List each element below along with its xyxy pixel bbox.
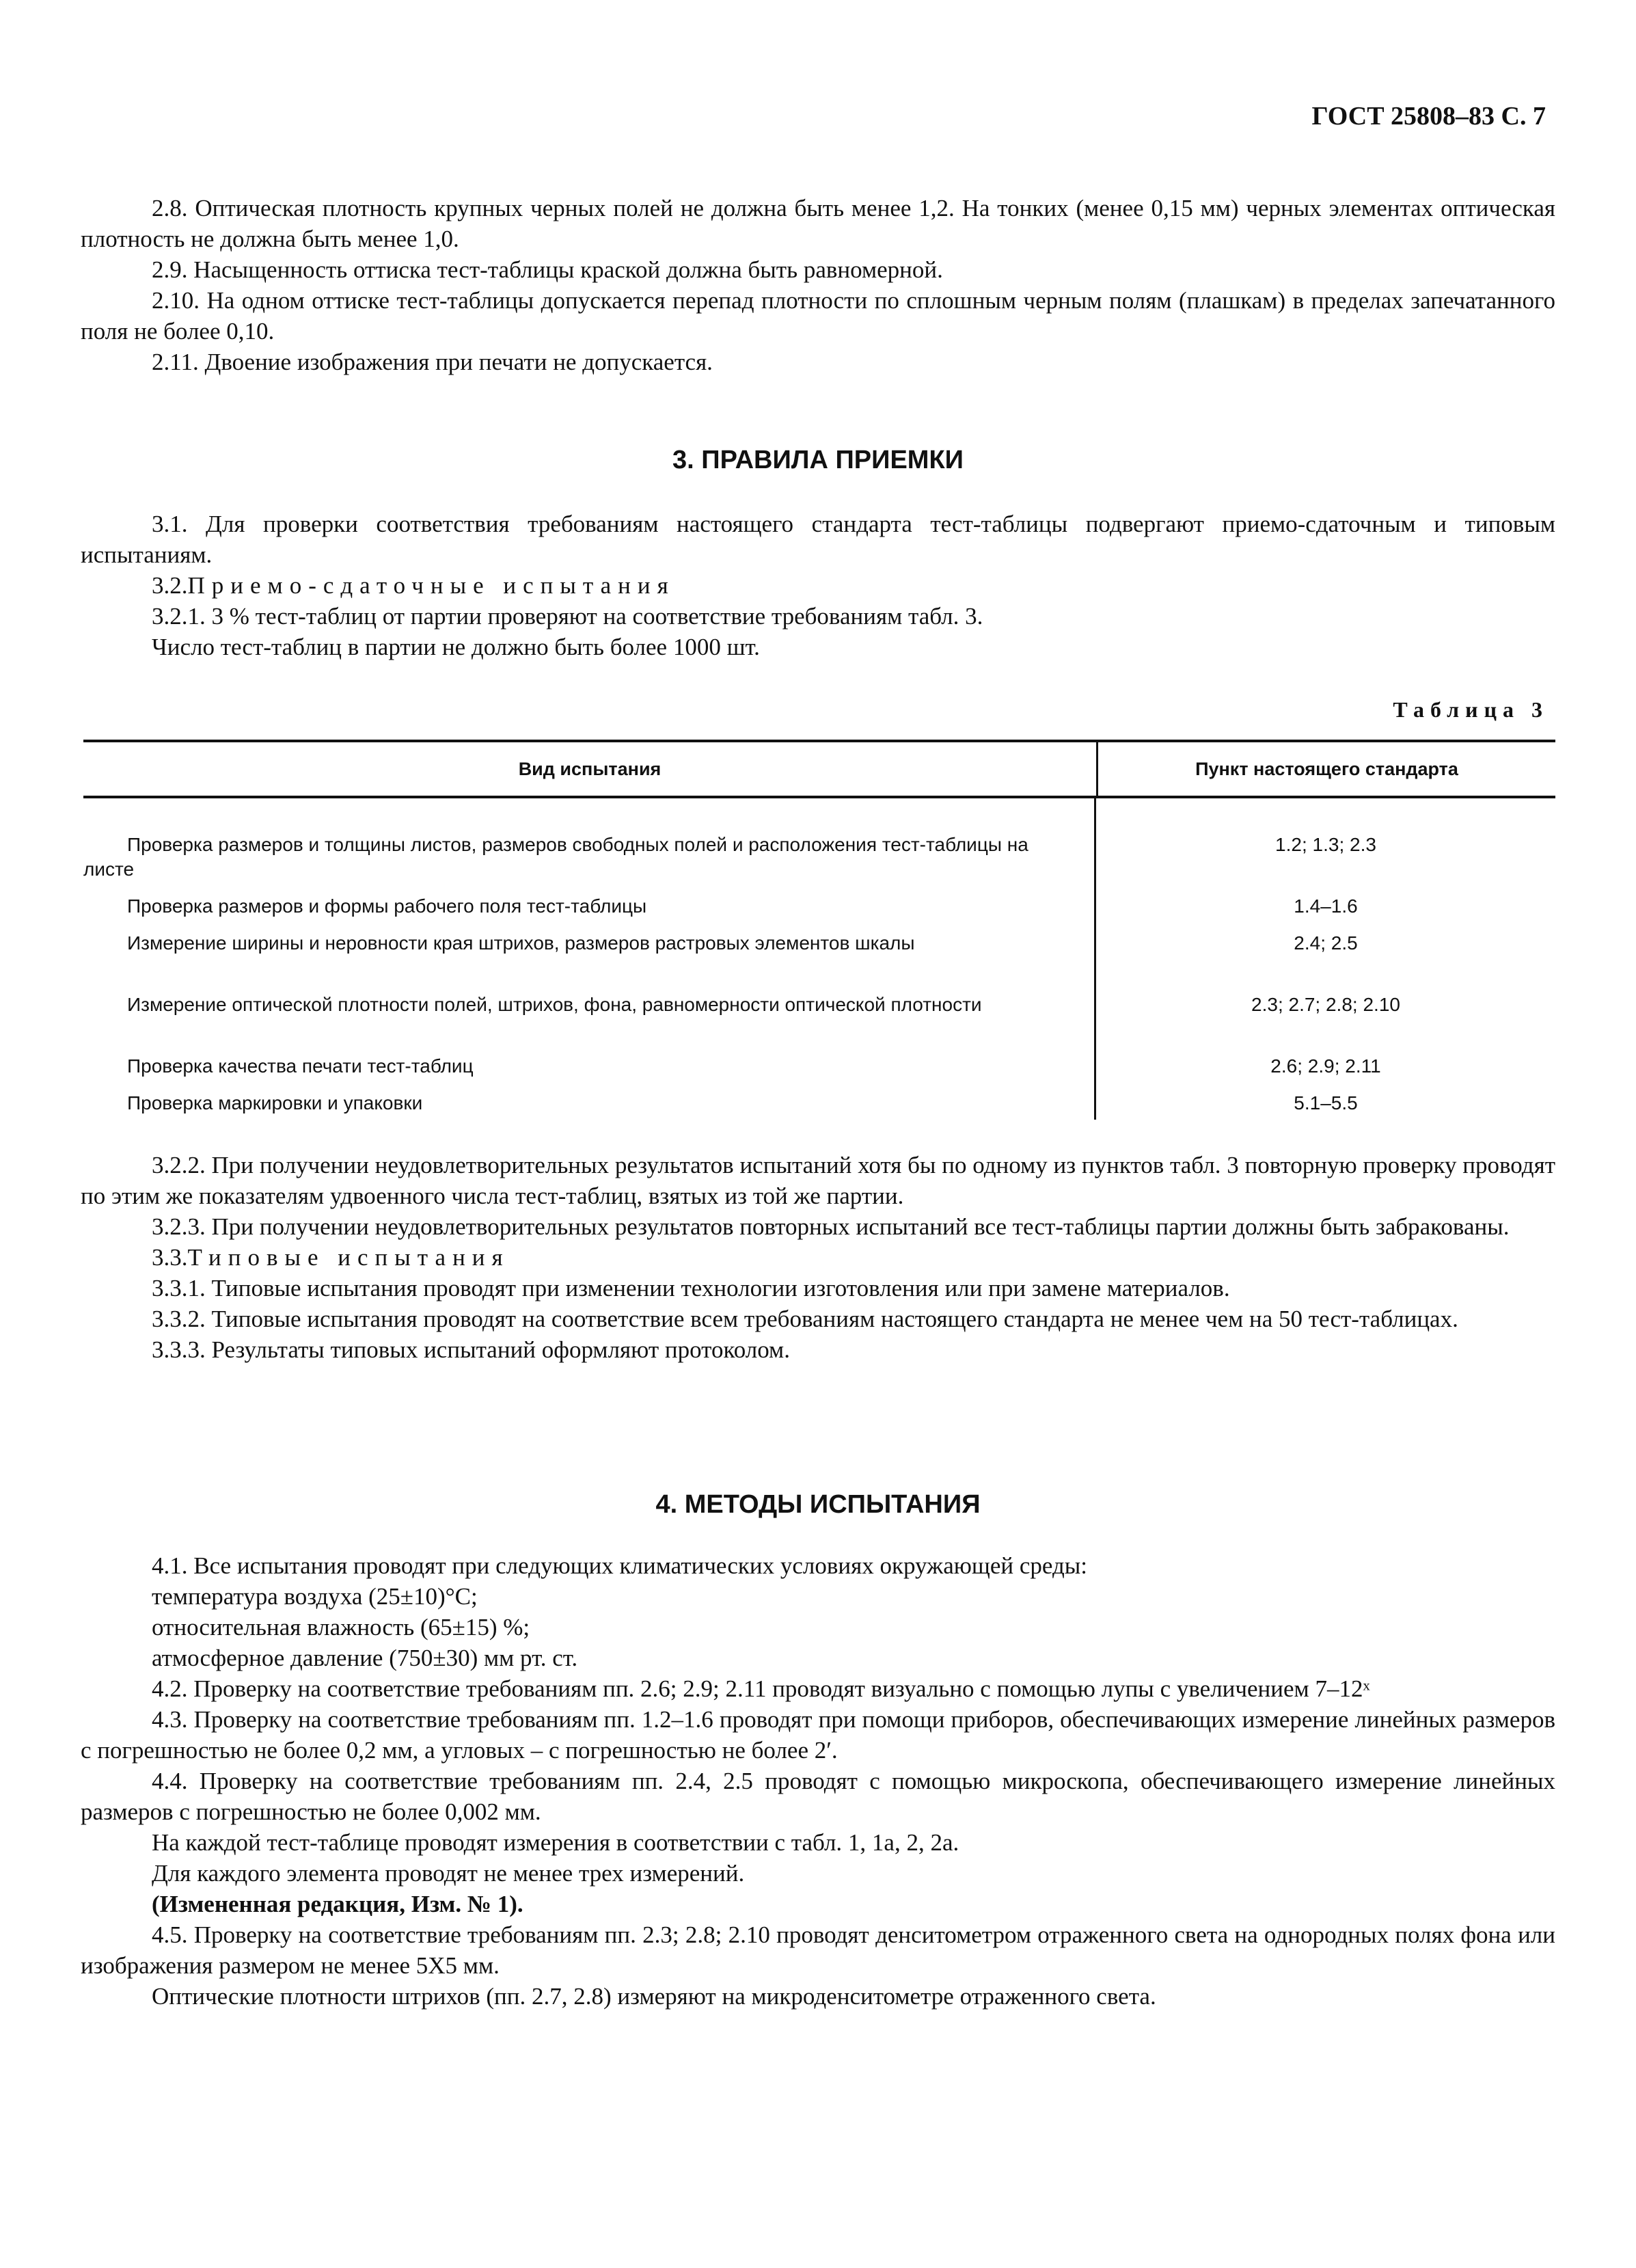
paragraph-4-4: 4.4. Проверку на соответствие требованиям пп. 2.4, 2.5 проводят с помощью микроскопа, обеспечивающего измерение линейных размеров с погрешностью не более 0,002 мм. bbox=[81, 1768, 1555, 1825]
paragraph-2-8: 2.8. Оптическая плотность крупных черных полей не должна быть менее 1,2. На тонких (менее 0,15 мм) черных элементах оптическая плотность не должна быть менее 1,0. bbox=[81, 195, 1555, 252]
section-4-body bbox=[81, 1550, 1555, 2012]
table-row-clause-6: 5.1–5.5 bbox=[1294, 1092, 1358, 1113]
table-header bbox=[83, 742, 1555, 798]
table-row-clause-1: 1.2; 1.3; 2.3 bbox=[1275, 834, 1376, 855]
table-row-test-3: Измерение ширины и неровности края штрихов, размеров растровых элементов шкалы bbox=[127, 932, 915, 954]
table-header-test: Вид испытания bbox=[83, 742, 1098, 796]
table-row-clause-5: 2.6; 2.9; 2.11 bbox=[1270, 1055, 1381, 1077]
table-row-test-2: Проверка размеров и формы рабочего поля тест-таблицы bbox=[127, 895, 647, 917]
paragraph-3-3-1: 3.3.1. Типовые испытания проводят при изменении технологии изготовления или при замене материалов. bbox=[152, 1275, 1230, 1301]
paragraph-3-3 bbox=[81, 1242, 1555, 1273]
table-col-test bbox=[83, 798, 1096, 1120]
paragraph-3-2 bbox=[81, 570, 1555, 601]
paragraph-3-2-number: 3.2. bbox=[152, 572, 188, 599]
paragraph-measurement-count: Для каждого элемента проводят не менее трех измерений. bbox=[152, 1860, 745, 1887]
table-row-test-6: Проверка маркировки и упаковки bbox=[127, 1092, 423, 1113]
paragraph-4-3: 4.3. Проверку на соответствие требованиям пп. 1.2–1.6 проводят при помощи приборов, обеспечивающих измерение линейных размеров с погрешностью не более 0,2 мм, а угловых – с погрешностью не более 2′. bbox=[81, 1706, 1555, 1764]
condition-temperature: температура воздуха (25±10)°С; bbox=[152, 1583, 478, 1610]
section-3-title: 3. ПРАВИЛА ПРИЕМКИ bbox=[672, 446, 964, 474]
paragraph-batch-size: Число тест-таблиц в партии не должно быть более 1000 шт. bbox=[152, 634, 760, 660]
paragraph-3-3-2: 3.3.2. Типовые испытания проводят на соответствие всем требованиям настоящего стандарта не менее чем на 50 тест-таблицах. bbox=[152, 1306, 1458, 1332]
condition-humidity: относительная влажность (65±15) %; bbox=[152, 1614, 530, 1641]
table-header-clause: Пункт настоящего стандарта bbox=[1195, 758, 1458, 779]
table-body bbox=[83, 798, 1555, 1120]
table-3 bbox=[83, 740, 1555, 1120]
table-row-test-5: Проверка качества печати тест-таблиц bbox=[127, 1055, 474, 1077]
table-row-clause-2: 1.4–1.6 bbox=[1294, 895, 1358, 917]
table-caption: Таблица 3 bbox=[1393, 697, 1549, 722]
paragraph-3-1: 3.1. Для проверки соответствия требованиям настоящего стандарта тест-таблицы подвергают приемо-сдаточным и типовым испытаниям. bbox=[81, 511, 1555, 568]
paragraph-3-3-title: Типовые испытания bbox=[187, 1244, 510, 1271]
paragraph-3-2-1: 3.2.1. 3 % тест-таблиц от партии проверяют на соответствие требованиям табл. 3. bbox=[152, 603, 983, 630]
paragraph-3-3-3: 3.3.3. Результаты типовых испытаний оформляют протоколом. bbox=[152, 1336, 790, 1363]
paragraph-2-11: 2.11. Двоение изображения при печати не допускается. bbox=[152, 349, 713, 375]
paragraph-4-2: 4.2. Проверку на соответствие требованиям пп. 2.6; 2.9; 2.11 проводят визуально с помощью лупы с увеличением 7–12ˣ bbox=[152, 1675, 1370, 1702]
after-table-body bbox=[81, 1150, 1555, 1365]
paragraph-3-2-2: 3.2.2. При получении неудовлетворительных результатов испытаний хотя бы по одному из пунктов табл. 3 повторную проверку проводят по этим же показателям удвоенного числа тест-таблиц, взятых из той же партии. bbox=[81, 1152, 1555, 1209]
table-row-clause-4: 2.3; 2.7; 2.8; 2.10 bbox=[1251, 994, 1400, 1015]
table-col-clause bbox=[1096, 798, 1555, 1120]
section-4-title: 4. МЕТОДЫ ИСПЫТАНИЯ bbox=[655, 1490, 981, 1519]
page-header: ГОСТ 25808–83 С. 7 bbox=[1311, 102, 1546, 131]
paragraph-3-2-title: Приемо-сдаточные испытания bbox=[187, 572, 675, 599]
condition-pressure: атмосферное давление (750±30) мм рт. ст. bbox=[152, 1645, 578, 1671]
section-3-body bbox=[81, 509, 1555, 662]
paragraph-line-density: Оптические плотности штрихов (пп. 2.7, 2.8) измеряют на микроденситометре отраженного света. bbox=[152, 1983, 1156, 2010]
table-row-test-1: Проверка размеров и толщины листов, размеров свободных полей и расположения тест-таблицы на листе bbox=[83, 834, 1028, 880]
table-row-test-4: Измерение оптической плотности полей, штрихов, фона, равномерности оптической плотности bbox=[127, 994, 982, 1015]
table-row-clause-3: 2.4; 2.5 bbox=[1294, 932, 1358, 954]
paragraph-4-5: 4.5. Проверку на соответствие требованиям пп. 2.3; 2.8; 2.10 проводят денситометром отраженного света на однородных полях фона или изображения размером не менее 5Х5 мм. bbox=[81, 1921, 1555, 1979]
paragraph-3-3-number: 3.3. bbox=[152, 1244, 188, 1271]
paragraph-3-2-3: 3.2.3. При получении неудовлетворительных результатов повторных испытаний все тест-таблицы партии должны быть забракованы. bbox=[152, 1213, 1510, 1240]
paragraph-2-10: 2.10. На одном оттиске тест-таблицы допускается перепад плотности по сплошным черным полям (плашкам) в пределах запечатанного поля не более 0,10. bbox=[81, 287, 1555, 345]
amendment-note: (Измененная редакция, Изм. № 1). bbox=[152, 1891, 523, 1917]
paragraph-measurements: На каждой тест-таблице проводят измерения в соответствии с табл. 1, 1а, 2, 2а. bbox=[152, 1829, 959, 1856]
paragraph-2-9: 2.9. Насыщенность оттиска тест-таблицы краской должна быть равномерной. bbox=[152, 256, 943, 283]
paragraph-4-1: 4.1. Все испытания проводят при следующих климатических условиях окружающей среды: bbox=[152, 1552, 1088, 1579]
top-paragraphs bbox=[81, 193, 1555, 377]
